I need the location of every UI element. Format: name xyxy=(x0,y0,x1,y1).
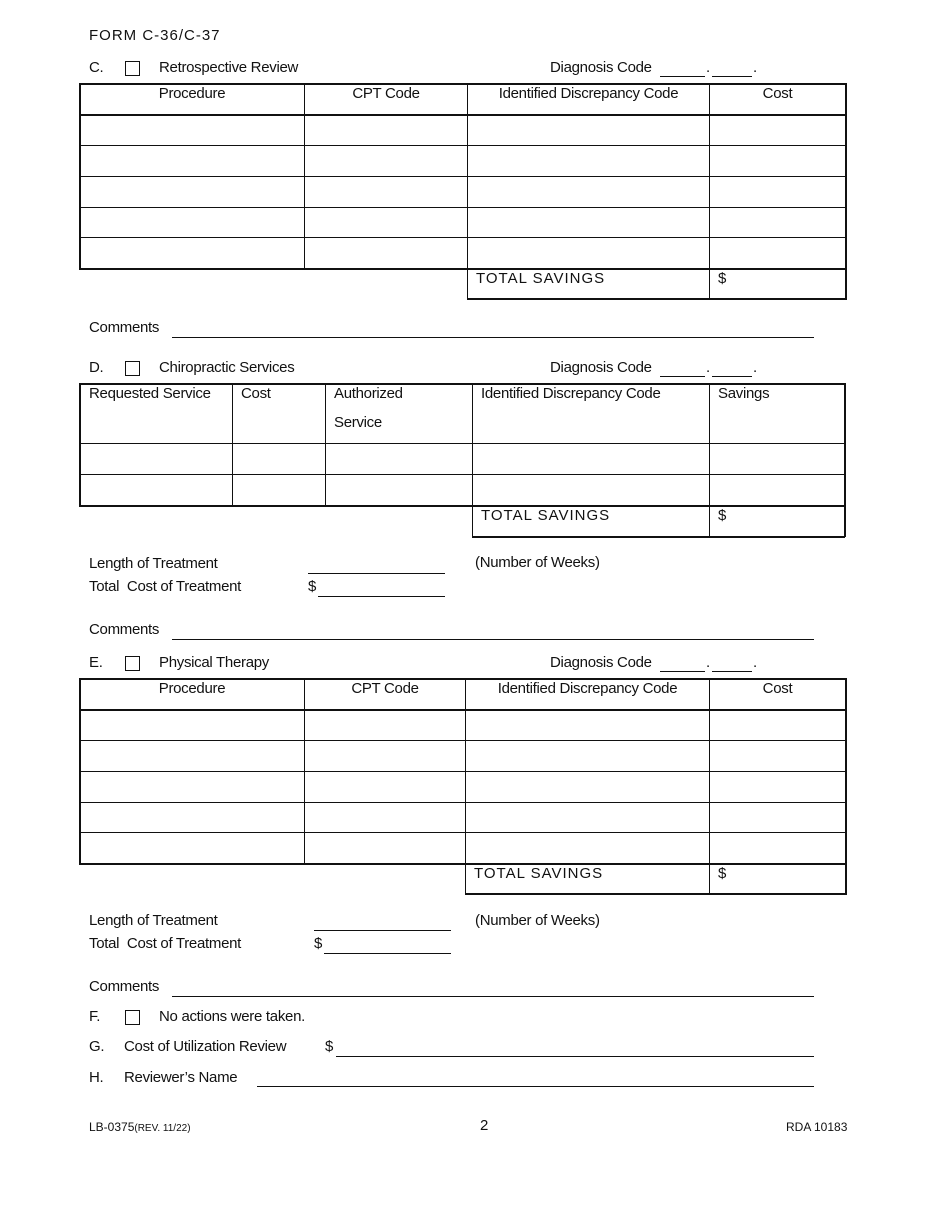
section-e-weeks-label: (Number of Weeks) xyxy=(475,912,600,929)
section-c-comments-label: Comments xyxy=(89,319,160,336)
section-e-total-label: TOTAL SAVINGS xyxy=(474,865,604,882)
section-c-col-procedure: Procedure xyxy=(158,85,226,102)
section-c-total-currency: $ xyxy=(718,270,727,287)
section-c-diagnosis-field-1[interactable] xyxy=(660,76,705,77)
section-e-total-cost-currency: $ xyxy=(314,935,323,952)
section-h-label: Reviewer’s Name xyxy=(124,1069,238,1086)
section-d-col-authorized-2: Service xyxy=(334,414,382,431)
section-h-name-field[interactable] xyxy=(257,1086,814,1087)
section-d-col-savings: Savings xyxy=(718,385,770,402)
section-c-diagnosis-field-2[interactable] xyxy=(712,76,752,77)
section-e-total-cost-field[interactable] xyxy=(324,953,451,954)
section-d-total-cost-label: Total Cost of Treatment xyxy=(89,578,242,595)
section-e-total-cost-label: Total Cost of Treatment xyxy=(89,935,242,952)
footer-rda: RDA 10183 xyxy=(786,1120,848,1134)
section-d-total-cost-currency: $ xyxy=(308,578,317,595)
form-title: FORM C-36/C-37 xyxy=(89,27,221,44)
section-e-diagnosis-field-2[interactable] xyxy=(712,671,752,672)
section-e-col-cost: Cost xyxy=(762,680,793,697)
section-d-length-field[interactable] xyxy=(308,573,445,574)
section-e-diagnosis-field-1[interactable] xyxy=(660,671,705,672)
section-e-diagnosis-end: . xyxy=(753,654,757,671)
section-e-col-procedure: Procedure xyxy=(158,680,226,697)
section-d-comments-field[interactable] xyxy=(172,639,814,640)
section-d-checkbox[interactable] xyxy=(125,361,140,378)
section-c-checkbox[interactable] xyxy=(125,61,140,78)
section-d-letter: D. xyxy=(89,359,104,376)
section-c-col-discrepancy: Identified Discrepancy Code xyxy=(498,85,679,102)
section-d-weeks-label: (Number of Weeks) xyxy=(475,554,600,571)
section-d-length-label: Length of Treatment xyxy=(89,555,218,572)
footer-page-number: 2 xyxy=(480,1117,489,1134)
section-d-col-requested: Requested Service xyxy=(89,385,211,402)
section-c-total-label: TOTAL SAVINGS xyxy=(476,270,606,287)
section-c-letter: C. xyxy=(89,59,104,76)
section-d-col-authorized: Authorized xyxy=(334,385,403,402)
section-c-col-cost: Cost xyxy=(762,85,793,102)
section-d-total-currency: $ xyxy=(718,507,727,524)
section-c-diagnosis-sep: . xyxy=(706,59,710,76)
section-e-diagnosis-sep: . xyxy=(706,654,710,671)
section-d-diagnosis-label: Diagnosis Code xyxy=(550,359,652,376)
section-c-diagnosis-label: Diagnosis Code xyxy=(550,59,652,76)
section-d-comments-label: Comments xyxy=(89,621,160,638)
section-d-title: Chiropractic Services xyxy=(159,359,295,376)
section-c-col-cpt: CPT Code xyxy=(352,85,420,102)
section-g-cost-field[interactable] xyxy=(336,1056,814,1057)
section-e-comments-label: Comments xyxy=(89,978,160,995)
section-e-title: Physical Therapy xyxy=(159,654,269,671)
section-h-letter: H. xyxy=(89,1069,104,1086)
section-f-label: No actions were taken. xyxy=(159,1008,305,1025)
section-g-currency: $ xyxy=(325,1038,334,1055)
section-d-total-label: TOTAL SAVINGS xyxy=(481,507,611,524)
section-e-checkbox[interactable] xyxy=(125,656,140,673)
footer-form-number: LB-0375(REV. 11/22) xyxy=(89,1120,191,1134)
section-e-col-cpt: CPT Code xyxy=(351,680,419,697)
section-e-col-discrepancy: Identified Discrepancy Code xyxy=(497,680,678,697)
section-e-diagnosis-label: Diagnosis Code xyxy=(550,654,652,671)
section-c-diagnosis-end: . xyxy=(753,59,757,76)
section-d-col-discrepancy: Identified Discrepancy Code xyxy=(481,385,661,402)
section-f-checkbox[interactable] xyxy=(125,1010,140,1027)
section-d-diagnosis-field-2[interactable] xyxy=(712,376,752,377)
section-d-diagnosis-sep: . xyxy=(706,359,710,376)
section-d-col-cost: Cost xyxy=(241,385,271,402)
section-e-length-label: Length of Treatment xyxy=(89,912,218,929)
section-c-title: Retrospective Review xyxy=(159,59,299,76)
section-g-label: Cost of Utilization Review xyxy=(124,1038,287,1055)
section-e-comments-field[interactable] xyxy=(172,996,814,997)
section-g-letter: G. xyxy=(89,1038,105,1055)
section-d-diagnosis-field-1[interactable] xyxy=(660,376,705,377)
section-e-total-currency: $ xyxy=(718,865,727,882)
section-f-letter: F. xyxy=(89,1008,101,1025)
section-d-diagnosis-end: . xyxy=(753,359,757,376)
section-e-letter: E. xyxy=(89,654,103,671)
section-d-total-cost-field[interactable] xyxy=(318,596,445,597)
section-c-comments-field[interactable] xyxy=(172,337,814,338)
section-e-length-field[interactable] xyxy=(314,930,451,931)
